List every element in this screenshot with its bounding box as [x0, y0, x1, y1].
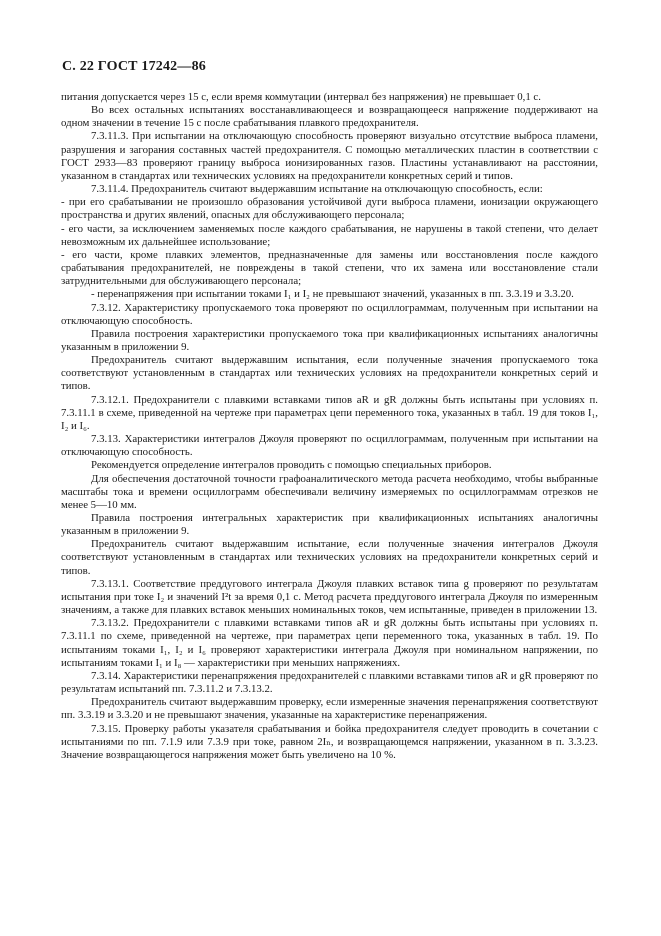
- paragraph: 7.3.12. Характеристику пропускаемого тока проверяют по осциллограммам, полученным при испытании на отключающую способность.: [61, 301, 598, 327]
- paragraph: Правила построения интегральных характеристик при квалификационных испытаниях аналогичны указанным в приложении 9.: [61, 512, 598, 538]
- paragraph: 7.3.11.3. При испытании на отключающую способность проверяют визуально отсутствие выброса пламени, разрушения и загорания составных частей предохранителя. С помощью металлических пластин в соответствии с ГОСТ 2933—83 проверяют границу выброса ионизированных газов. Пластины устанавливают на расстоянии, указанном в стандартах или технических условиях на предохранители конкретных серий и типов.: [61, 130, 598, 182]
- paragraph: Предохранитель считают выдержавшим испытания, если полученные значения пропускаемого тока соответствуют установленным в стандартах или технических условиях на предохранители конкретных серий и типов.: [61, 354, 598, 393]
- document-body: [61, 91, 598, 762]
- paragraph: Предохранитель считают выдержавшим проверку, если измеренные значения перенапряжения соответствуют пп. 3.3.19 и 3.3.20 и не превышают значения, указанные на характеристике перенапряжения.: [61, 696, 598, 722]
- paragraph: питания допускается через 15 с, если время коммутации (интервал без напряжения) не превышает 0,1 с.: [61, 91, 541, 103]
- paragraph: Предохранитель считают выдержавшим испытание, если полученные значения интегралов Джоуля соответствуют установленным в стандартах или технических условиях на предохранители конкретных серий и типов.: [61, 538, 598, 577]
- paragraph: Рекомендуется определение интегралов проводить с помощью специальных приборов.: [91, 459, 492, 472]
- paragraph: 7.3.14. Характеристики перенапряжения предохранителей с плавкими вставками типов aR и gR проверяют по результатам испытаний пп. 7.3.11.2 и 7.3.13.2.: [61, 669, 598, 696]
- paragraph: 7.3.13. Характеристики интегралов Джоуля проверяют по осциллограммам, полученным при испытании на отключающую способность.: [61, 433, 598, 459]
- paragraph: 7.3.15. Проверку работы указателя срабатывания и бойка предохранителя следует проводить в сочетании с испытаниями по пп. 7.1.9 или 7.3.9 при токе, равном 2Iₙ, и возвращающемся напряжении, указанном в п. 3.3.23. Значение возвращающегося напряжения может быть увеличено на 10 %.: [61, 722, 598, 761]
- list-item: - перенапряжения при испытании токами I₁ и I₂ не превышают значений, указанных в пп. 3.3.19 и 3.3.20.: [91, 288, 574, 301]
- paragraph: Во всех остальных испытаниях восстанавливающееся и возвращающееся напряжение поддерживают на одном значении в течение 15 с после срабатывания плавкого предохранителя.: [61, 104, 598, 130]
- paragraph: 7.3.13.1. Соответствие преддугового интеграла Джоуля плавких вставок типа g проверяют по результатам испытания при токе I₂ и значений I²t за время 0,1 с. Метод расчета преддугового интеграла Джоуля по измеренным значениям, а также для плавких вставок меньших номинальных токов, чем испытанные, приведен в приложении 13.: [61, 577, 598, 617]
- page-header: С. 22 ГОСТ 17242—86: [62, 59, 206, 74]
- paragraph: 7.3.12.1. Предохранители с плавкими вставками типов aR и gR должны быть испытаны при условиях п. 7.3.11.1 в схеме, приведенной на чертеже при параметрах цепи переменного тока, указанных в табл. 19 для токов I₁, I₂ и I₆.: [61, 393, 598, 432]
- list-item: - при его срабатывании не произошло образования устойчивой дуги выброса пламени, ионизации окружающего пространства и других явлений, опасных для обслуживающего персонала;: [61, 196, 598, 222]
- paragraph: Для обеспечения достаточной точности графоаналитического метода расчета необходимо, чтобы выбранные масштабы тока и времени осциллограмм обеспечивали величину измеряемых по осциллограммам отрезков не менее 5—10 мм.: [61, 472, 598, 511]
- paragraph: 7.3.13.2. Предохранители с плавкими вставками типов aR и gR должны быть испытаны при условиях п. 7.3.11.1 по схеме, приведенной на чертеже, при параметрах цепи переменного тока, указанных в табл. 19. По испытаниям токами I₁, I₂ и I₆ проверяют характеристики интеграла Джоуля при номинальном напряжении, по испытаниям токами I₁ и I₈ — характеристики при меньших напряжениях.: [61, 617, 598, 669]
- list-item: - его части, кроме плавких элементов, предназначенные для замены или восстановления после каждого срабатывания предохранителей, не повреждены в такой степени, что их замена или восстановление стали затруднительными для обслуживающего персонала;: [61, 248, 598, 288]
- paragraph: Правила построения характеристики пропускаемого тока при квалификационных испытаниях аналогичны указанным в приложении 9.: [61, 327, 598, 353]
- paragraph: 7.3.11.4. Предохранитель считают выдержавшим испытание на отключающую способность, если:: [91, 183, 543, 196]
- list-item: - его части, за исключением заменяемых после каждого срабатывания, не нарушены в такой степени, что делает невозможным их дальнейшее использование;: [61, 222, 598, 248]
